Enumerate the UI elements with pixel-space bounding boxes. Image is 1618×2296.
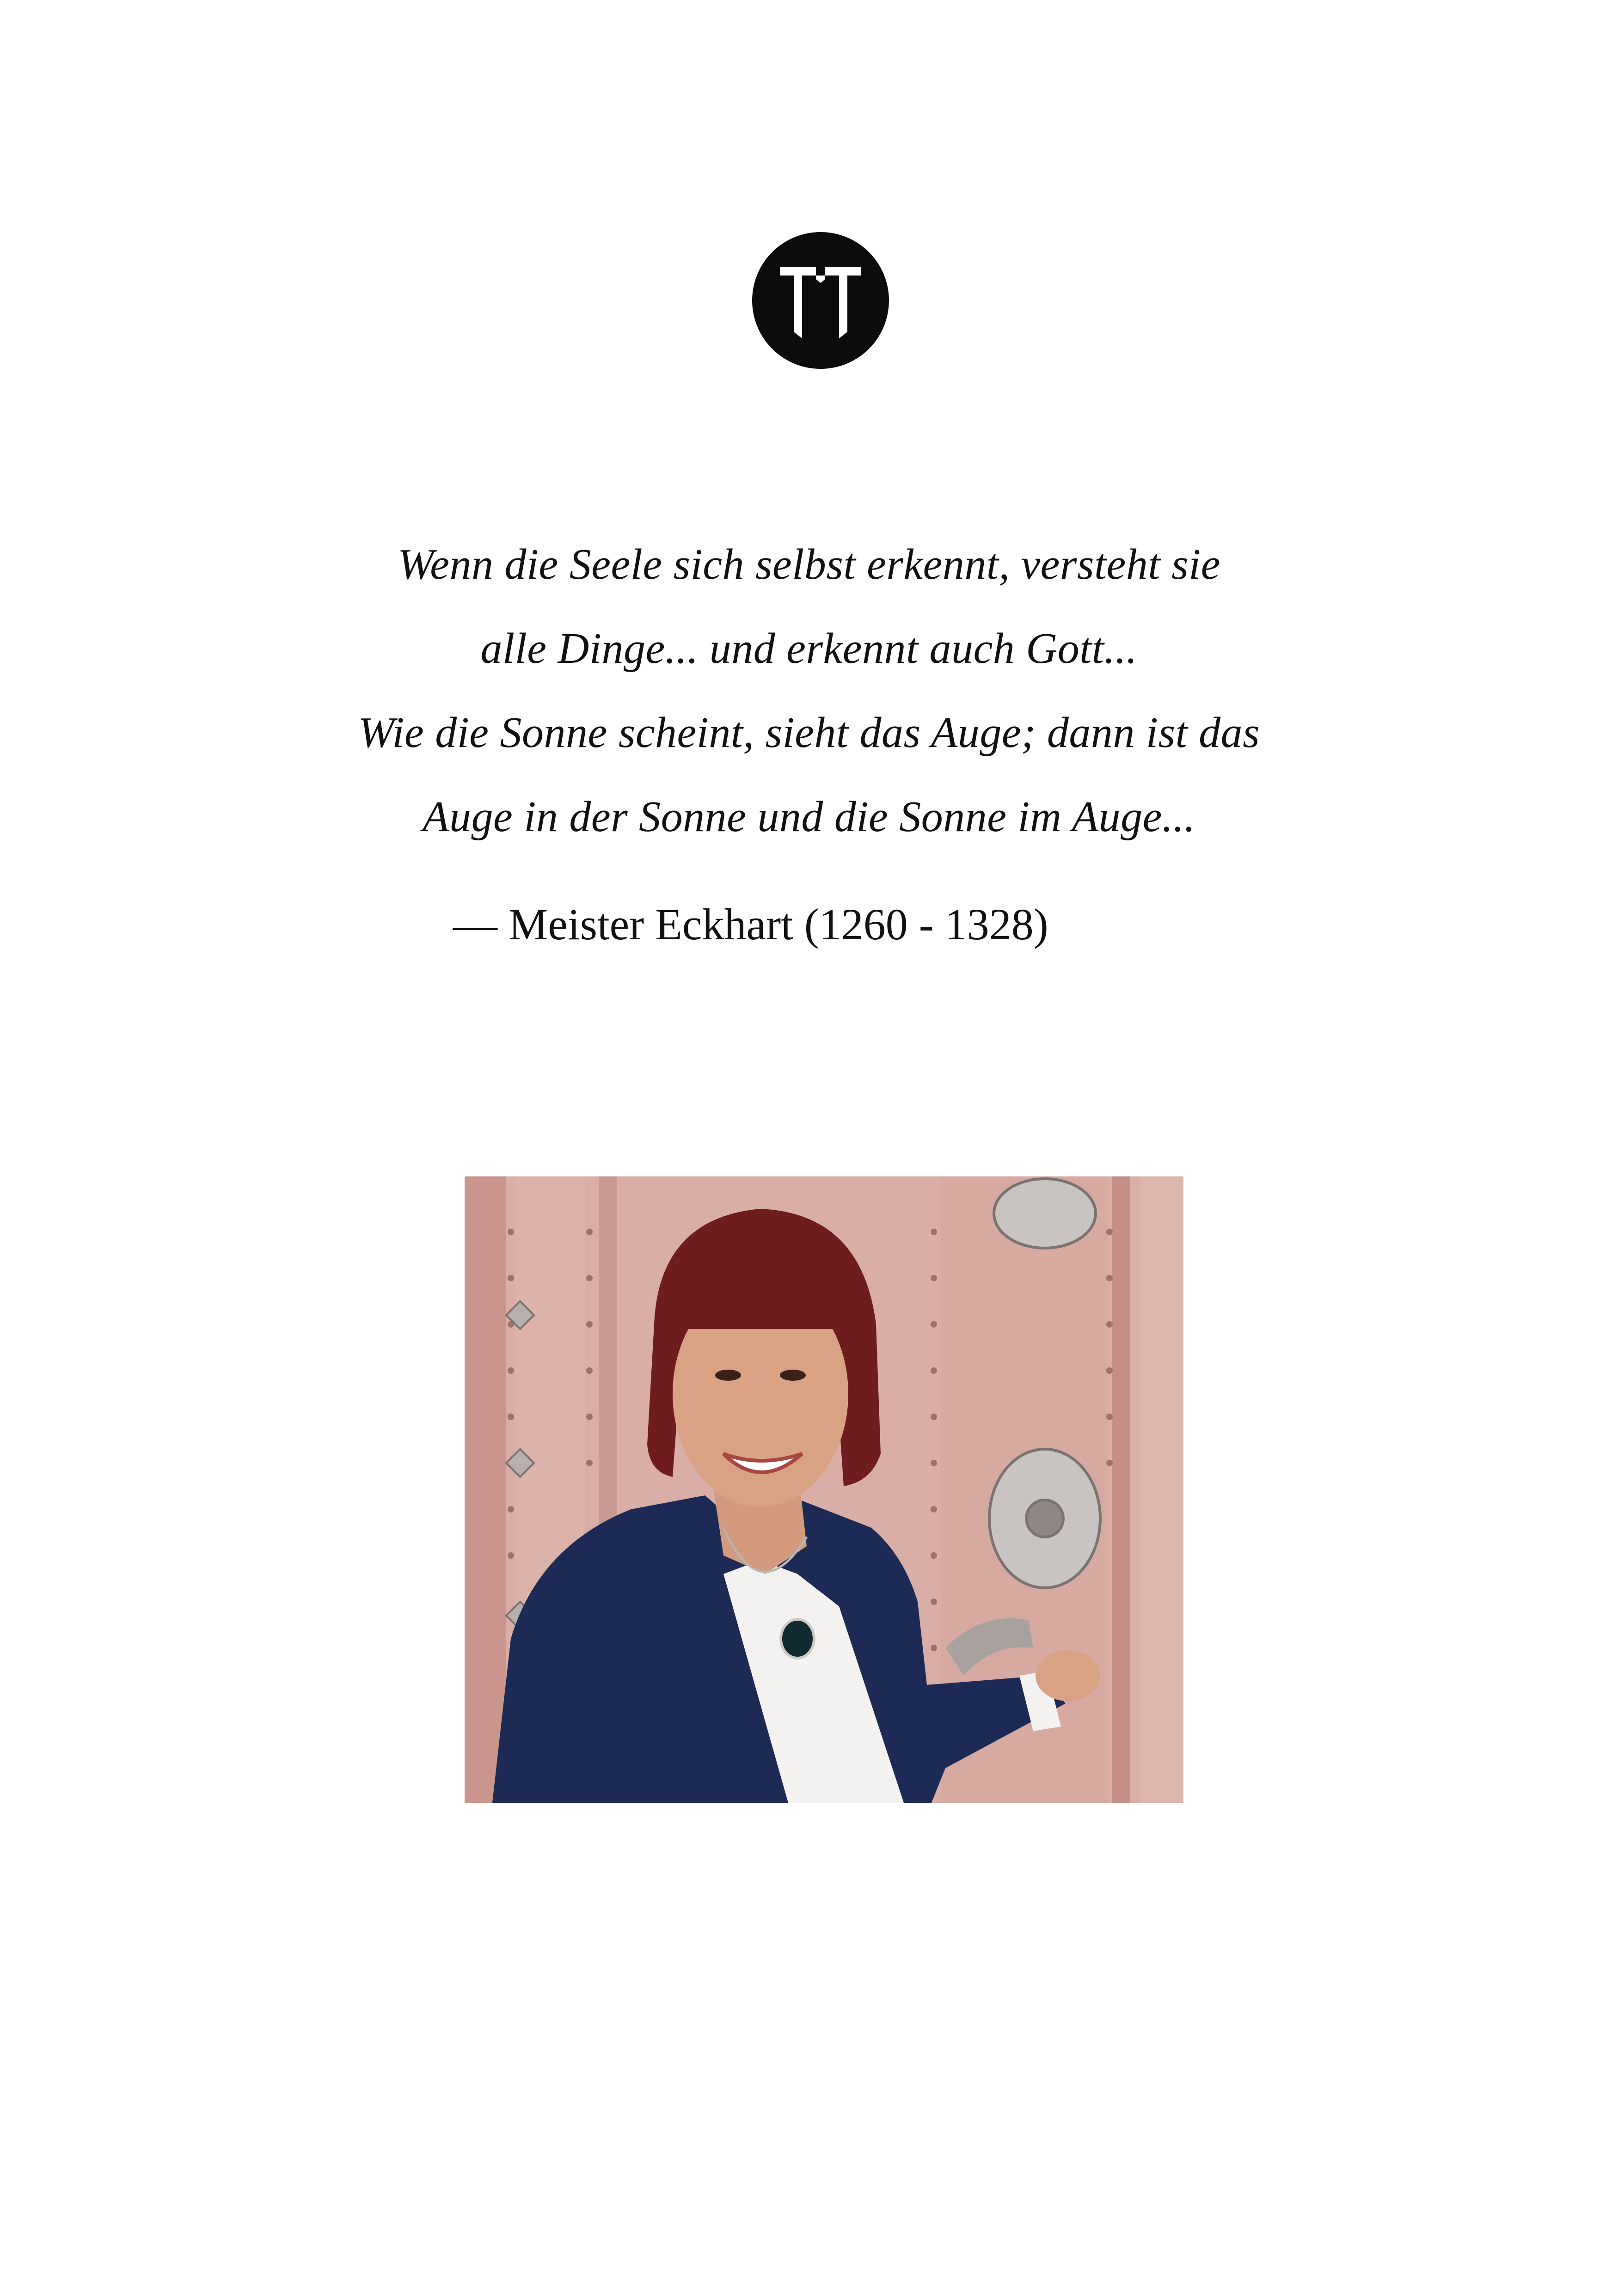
portrait-image [465,1176,1183,1803]
pendant [781,1619,814,1658]
portrait-photo [465,1176,1183,1803]
quote [231,522,1387,859]
right-eye [780,1370,806,1381]
quote-line-1: Wenn die Seele sich selbst erkennt, versteht sie [398,540,1220,588]
door-edge-right [1140,1176,1183,1803]
tt-monogram-icon [751,231,890,370]
logo [751,231,890,370]
hand [1036,1650,1100,1701]
quote-line-2: alle Dinge... und erkennt auch Gott... [480,625,1138,673]
door-panel-left [465,1176,506,1803]
left-eye [715,1370,741,1381]
quote-line-4: Auge in der Sonne und die Sonne im Auge... [423,793,1195,841]
quote-line-3: Wie die Sonne scheint, sieht das Auge; dann ist das [358,709,1260,757]
logo-circle [752,232,889,369]
quote-attribution: — Meister Eckhart (1260 - 1328) [453,900,1048,949]
door-frame-right [1112,1176,1130,1803]
